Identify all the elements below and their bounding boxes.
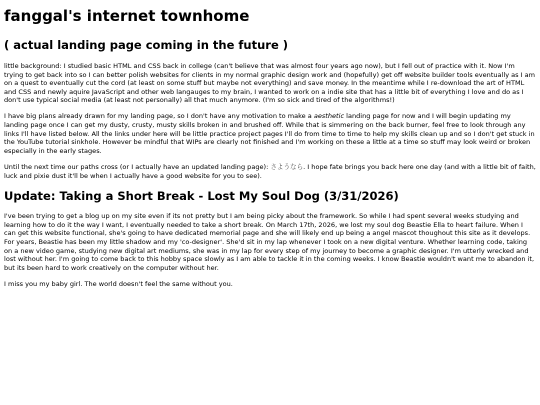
plans-text-before: I have big plans already drawn for my landing page, so I don't have any motivation to make a (4, 112, 314, 121)
update-paragraph-closing: I miss you my baby girl. The world doesn't feel the same without you. (4, 279, 233, 288)
farewell-japanese: さようなら (270, 162, 304, 171)
farewell-text-before: Until the next time our paths cross (or I actually have an updated landing page): (4, 162, 271, 171)
update-heading: Update: Taking a Short Break - Lost My Soul Dog (3/31/2026) (4, 189, 399, 204)
plans-text-after: landing page for now and I will begin updating my landing page once I can get my dusty, crusty, musty skills broken in and brushed off. While that is simmering on the back burner, feel free to look through any links I'll have listed below. All the links under here will be little practice project pages I'll do from time to time to help my skills clean up and so I don't get stuck in the YouTube tutorial sinkhole. However be mindful that WIPs are clearly not finished and I'm working on these a little at a time so stuff may look weird or broken especially in the early stages. (4, 112, 535, 155)
intro-paragraph-plans (4, 112, 536, 155)
intro-paragraph-background: little background: I studied basic HTML and CSS back in college (can't believe that was almost four years ago now), but I fell out of practice with it. Now I'm trying to get back into so I can better polish websites for clients in my normal graphic design work and (hopefully) get off website builder tools eventually as I am on a quest to eventually cut the cord (at least on some stuff but maybe not everything) and save money. In the meantime while I re-download the art of HTML and CSS and newly aquire JavaScript and other web langauges to my brain, I wanted to work on a indie site that has a little bit of everything I love and do as I don't use typical social media (at least not personally) all that much anymore. (I'm so sick and tired of the algorithms!) (4, 62, 536, 105)
page-subtitle: ( actual landing page coming in the future ) (4, 38, 289, 52)
farewell-text-after: . I hope fate brings you back here one day (and with a little bit of faith, luck and pixie dust it'll be when I actually have a good website for you to see). (4, 162, 536, 180)
intro-paragraph-farewell (4, 163, 536, 180)
update-paragraph-story: I've been trying to get a blog up on my site even if its not pretty but I am being picky about the framework. So while I had spent several weeks studying and learning how to do it the way I want, I eventually needed to take a short break. On March 17th, 2026, we lost my soul dog Beastie Ella to heart failure. When I can get this website functional, she's going to have dedicated memorial page and she will likely end up being a angel mascot thoughout this site as it develops. For years, Beastie has been my little shadow and my 'co-designer'. She'd sit in my lap whenever I took on a new digital venture. Whether learning code, taking on a new video game, studying new digital art mediums, she was in my lap for every step of my journey to become a graphic designer. I'm utterly wrecked and lost without her. I'm going to come back to this hobby space slowly as I am able to tackle it in the coming weeks. I know Beastie wouldn't want me to abandon it, but its been hard to work creatively on the computer without her. (4, 212, 535, 272)
plans-emphasis: aesthetic (313, 112, 345, 121)
site-title: fanggal's internet townhome (4, 7, 250, 25)
